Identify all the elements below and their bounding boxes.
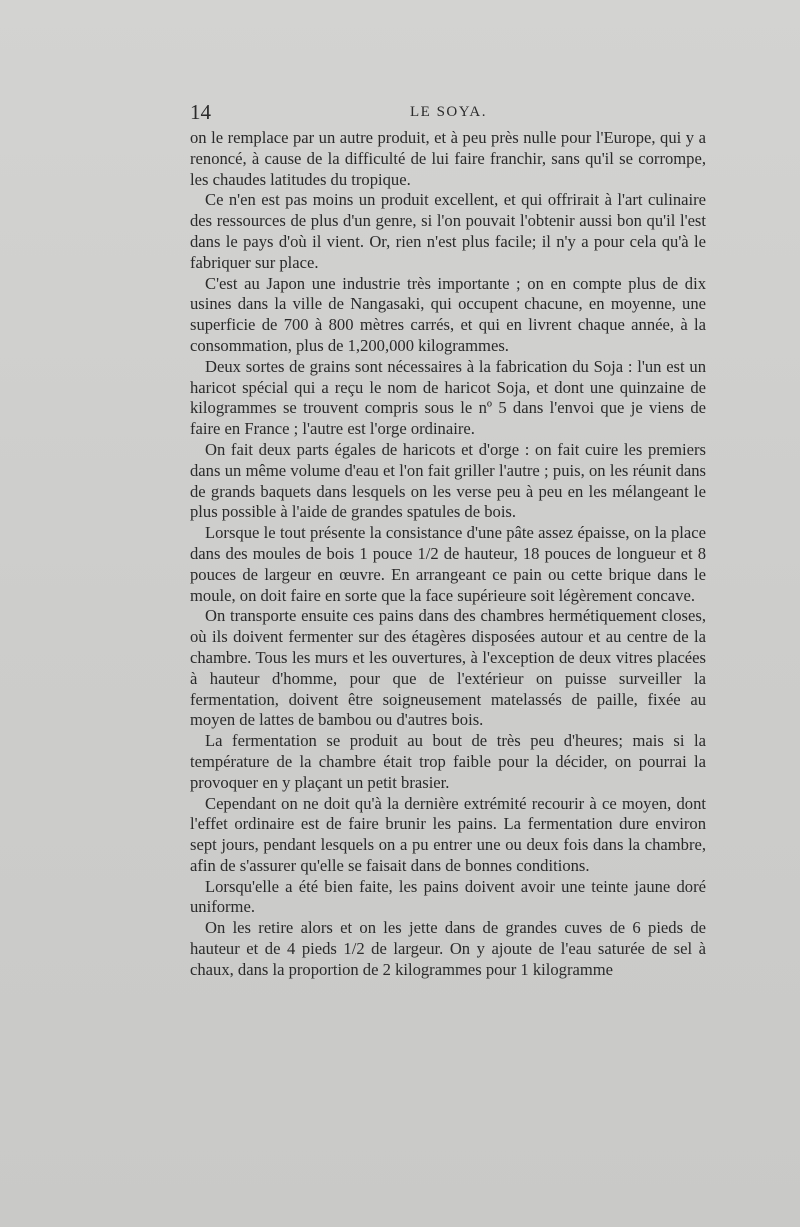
paragraph: on le remplace par un autre produit, et à peu près nulle pour l'Europe, qui y a renoncé, à cause de la difficulté de lui faire franchir, sans qu'il se corrompe, les chaudes latitudes du tropique. [190,128,706,189]
paragraph: On fait deux parts égales de haricots et d'orge : on fait cuire les premiers dans un même volume d'eau et l'on fait griller l'autre ; puis, on les réunit dans de grands baquets dans lesquels on les verse peu à peu en les mélangeant le plus possible à l'aide de grandes spatules de bois. [190,439,706,522]
paragraph: Deux sortes de grains sont nécessaires à la fabrication du Soja : l'un est un haricot spécial qui a reçu le nom de haricot Soja, et dont une quinzaine de kilogrammes se trouvent compris sous le nº 5 dans l'envoi que je viens de faire en France ; l'autre est l'orge ordinaire. [190,356,706,439]
running-title: LE SOYA. [410,104,488,120]
page-number: 14 [190,100,211,124]
paragraph: C'est au Japon une industrie très importante ; on en compte plus de dix usines dans la ville de Nangasaki, qui occupent chacune, en moyenne, une superficie de 700 à 800 mètres carrés, et qui en livrent chaque année, à la consommation, plus de 1,200,000 kilogrammes. [190,273,706,355]
paragraph: Ce n'en est pas moins un produit excellent, et qui offrirait à l'art culinaire des ressources de plus d'un genre, si l'on pouvait l'obtenir aussi bon qu'il l'est dans le pays d'où il vient. Or, rien n'est plus facile; il n'y a pour cela qu'à le fabriquer sur place. [190,190,706,272]
running-head [190,100,706,126]
body-text [190,128,706,981]
paragraph: La fermentation se produit au bout de très peu d'heures; mais si la température de la chambre était trop faible pour la décider, on pourrai la provoquer en y plaçant un petit brasier. [190,731,706,792]
paragraph: On transporte ensuite ces pains dans des chambres hermétiquement closes, où ils doivent fermenter sur des étagères disposées autour et au centre de la chambre. Tous les murs et les ouvertures, à l'exception de deux vitres placées à hauteur d'homme, pour que de l'extérieur on puisse surveiller la fermentation, doivent être soigneusement matelassés de paille, fixée au moyen de lattes de bambou ou d'autres bois. [190,606,706,730]
paragraph: Lorsque le tout présente la consistance d'une pâte assez épaisse, on la place dans des moules de bois 1 pouce 1/2 de hauteur, 18 pouces de longueur et 8 pouces de largeur en œuvre. En arrangeant ce pain ou cette brique dans le moule, on doit faire en sorte que la face supérieure soit légèrement concave. [190,523,706,605]
paragraph: Lorsqu'elle a été bien faite, les pains doivent avoir une teinte jaune doré uniforme. [190,876,706,917]
paragraph: Cependant on ne doit qu'à la dernière extrémité recourir à ce moyen, dont l'effet ordinaire est de faire brunir les pains. La fermentation dure environ sept jours, pendant lesquels on a pu entrer une ou deux fois dans la chambre, afin de s'assurer qu'elle se faisait dans de bonnes conditions. [190,793,706,875]
paragraph: On les retire alors et on les jette dans de grandes cuves de 6 pieds de hauteur et de 4 pieds 1/2 de largeur. On y ajoute de l'eau saturée de sel à chaux, dans la proportion de 2 kilogrammes pour 1 kilogramme [190,918,706,979]
